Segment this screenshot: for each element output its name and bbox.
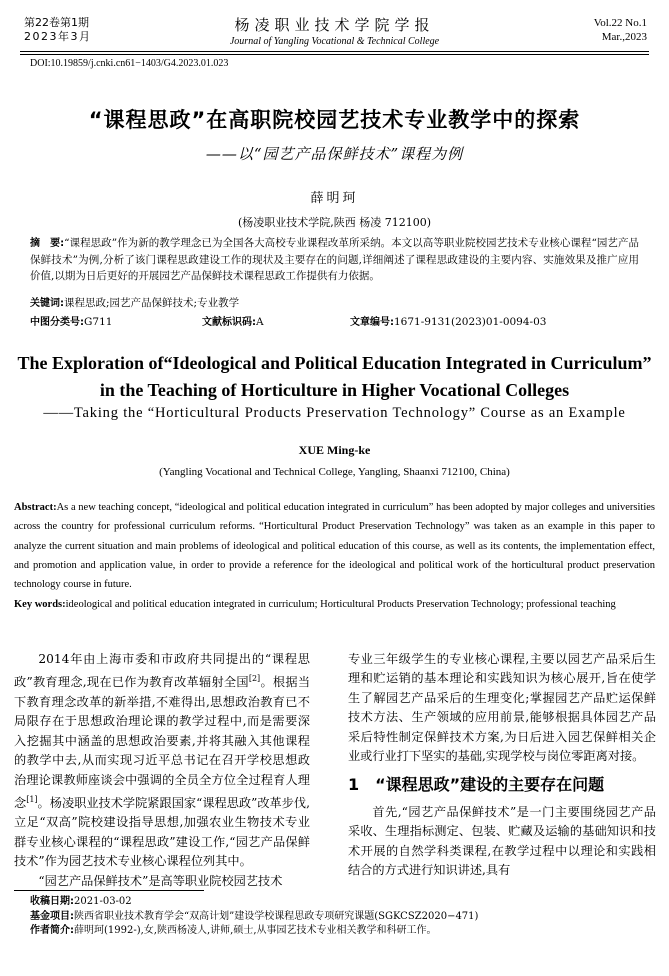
body-text: 。根据当下教育理念改革的新举措,不难得出,思想政治教育已不局限存在于思想政治理论课的教学过程中,而是需要深入挖掘其中涵盖的思想政治要素,并将其融入其他课程的教学中去,从而实现习近平总书记在召开学校思想政治理论课教师座谈会中强调的全员全方位全过程育人理念: [14, 675, 311, 810]
clc-label: 中图分类号:: [30, 317, 84, 328]
keywords-en-label: Key words:: [14, 599, 66, 610]
affiliation-cn: (杨凌职业技术学院,陕西 杨凌 712100): [237, 216, 432, 229]
clc-number: [30, 313, 112, 328]
subtitle-en: ——Taking the “Horticultural Products Preservation Technology” Course as an Example: [43, 405, 626, 421]
volume-en: Vol.22 No.1: [593, 17, 647, 29]
body-right-column: [348, 650, 656, 880]
body-text: 。杨凌职业技术学院紧跟国家“课程思政”改革步伐,立足“双高”院校建设指导思想,加强农业生物技术专业群专业核心课程的“课程思政”建设工作,“园艺产品保鲜技术”作为园艺技术专业核心课程位列其中。: [14, 795, 310, 869]
journal-title-cn: 杨凌职业技术学院学报: [234, 16, 435, 34]
abstract-en-label: Abstract:: [14, 502, 57, 513]
header-right: [594, 16, 647, 44]
body-paragraph: 专业三年级学生的专业核心课程,主要以园艺产品采后生理和贮运销的基本理论和实践知识为核心展开,旨在使学生了解园艺产品采后的生理变化;掌握园艺产品贮运保鲜技术方法、生产领域的应用前景,能够根据具体园艺产品采后特性制定保鲜技术方案,为日后进入园艺保鲜相关企业或行业打下坚实的基础,实现学校与岗位零距离对接。: [348, 652, 656, 764]
doi: DOI:10.19859/j.cnki.cn61−1403/G4.2023.01.023: [30, 58, 229, 69]
title-en-line1: The Exploration of“Ideological and Political Education Integrated in Curriculum”: [17, 353, 652, 373]
body-paragraph: [14, 650, 310, 872]
author-bio-label: 作者简介:: [30, 925, 74, 936]
keywords-en: [14, 596, 655, 613]
header-rule-thick: [20, 51, 649, 52]
keywords-cn: [30, 294, 239, 310]
keywords-en-text: ideological and political education integrated in curriculum; Horticultural Products Preservation Technology; professional teaching: [65, 599, 616, 610]
received-value: 2021-03-02: [74, 896, 132, 907]
volume-cn: 第22卷第1期: [24, 16, 89, 29]
author-en: XUE Ming-ke: [298, 443, 371, 457]
footnote-rule: [14, 890, 204, 891]
received-date: [30, 895, 478, 910]
body-paragraph: 首先,“园艺产品保鲜技术”是一门主要围绕园艺产品采收、生理指标测定、包装、贮藏及运输的基础知识和技术开展的自然学科类课程,在教学过程中以理论和实践相结合的方式进行知识讲述,具有: [348, 804, 656, 878]
section-heading: 1 “课程思政”建设的主要存在问题: [348, 775, 605, 795]
footnote: [30, 895, 478, 939]
journal-title-en: Journal of Yangling Vocational & Technical College: [229, 36, 440, 47]
article-label: 文章编号:: [350, 317, 394, 328]
date-en: Mar.,2023: [601, 31, 647, 43]
affiliation-en: (Yangling Vocational and Technical College, Yangling, Shaanxi 712100, China): [159, 466, 510, 478]
author-bio-value: 薛明珂(1992-),女,陕西杨凌人,讲师,硕士,从事园艺技术专业相关教学和科研工作。: [74, 925, 437, 936]
title-cn: “课程思政”在高职院校园艺技术专业教学中的探索: [88, 108, 581, 132]
citation-ref[interactable]: [2]: [248, 674, 261, 684]
author-cn: 薛明珂: [310, 191, 359, 206]
author-bio: [30, 924, 478, 939]
abstract-cn-text: “课程思政”作为新的教学理念已为全国各大高校专业课程改革所采纳。本文以高等职业院校园艺技术专业核心课程“园艺产品保鲜技术”为例,分析了该门课程思政建设工作的现状及主要存在的问题,详细阐述了课程思政建设的主要内容、实施效果及推广应用价值,以期为日后更好的开展园艺产品保鲜技术课程思政工作提供有力依据。: [30, 237, 639, 282]
abstract-en-text: As a new teaching concept, “ideological and political education integrated in curriculum” has been adopted by major colleges and universities across the country for professional curriculum reforms. “Horticultural Product Preservation Technology” was taken as an example in this paper to analyze the current situation and main problems of ideological and political education of this course, as well as its contents, the implementation effect, and promotion and application value, in order to provide a reference for the ideological and political work of the horticultural product preservation technology course in future.: [14, 502, 655, 591]
doc-code: [202, 313, 264, 328]
body-left-column: [14, 650, 310, 891]
abstract-cn-label: 摘 要:: [30, 238, 65, 249]
header-rule-thin: [20, 54, 649, 55]
article-number: [350, 313, 546, 328]
subtitle-cn: ——以“园艺产品保鲜技术”课程为例: [205, 145, 464, 163]
body-paragraph: “园艺产品保鲜技术”是高等职业院校园艺技术: [38, 873, 283, 888]
citation-ref[interactable]: [1]: [26, 794, 38, 804]
body-text: 2014年由上海市委和市政府共同提出的“课程思政”教育理念,现在已作为教育改革辐射全国: [14, 652, 310, 690]
keywords-cn-text: 课程思政;园艺产品保鲜技术;专业教学: [64, 297, 240, 309]
abstract-en: [14, 498, 655, 594]
doc-label: 文献标识码:: [202, 317, 256, 328]
fund-value: 陕西省职业技术教育学会“双高计划”建设学校课程思政专项研究课题(SGKCSZ2020−471): [74, 910, 479, 922]
title-en-line2: in the Teaching of Horticulture in Higher Vocational Colleges: [99, 380, 570, 400]
title-en: [0, 350, 669, 404]
keywords-cn-label: 关键词:: [30, 298, 64, 309]
received-label: 收稿日期:: [30, 896, 74, 907]
fund-label: 基金项目:: [30, 910, 74, 922]
header-center: [0, 14, 669, 47]
date-cn: 2023年3月: [24, 30, 92, 43]
fund-project: [30, 910, 478, 925]
article-value: 1671-9131(2023)01-0094-03: [394, 316, 547, 328]
doc-value: A: [256, 316, 264, 328]
clc-value: G711: [84, 316, 113, 328]
abstract-cn: [30, 235, 639, 284]
